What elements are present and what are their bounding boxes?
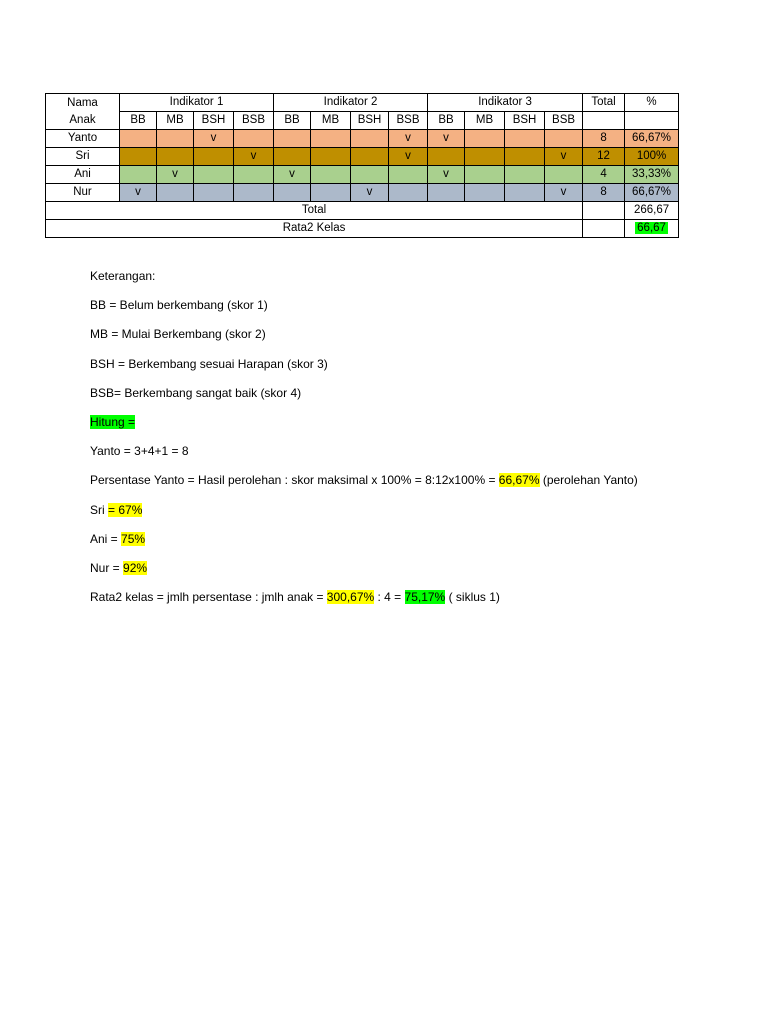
subheader-mb: MB: [465, 112, 505, 130]
subheader-bsb: BSB: [389, 112, 428, 130]
mark-cell: [545, 166, 583, 184]
subheader-bsh: BSH: [351, 112, 389, 130]
student-name: Sri: [46, 148, 120, 166]
average-label: Rata2 Kelas: [46, 220, 583, 238]
student-name: Yanto: [46, 130, 120, 148]
subheader-bsh: BSH: [194, 112, 234, 130]
mark-cell: [389, 166, 428, 184]
student-row: [46, 148, 679, 166]
mark-cell: [234, 184, 274, 202]
mark-cell: [120, 148, 157, 166]
student-row: [46, 130, 679, 148]
subheader-mb: MB: [311, 112, 351, 130]
student-name: Ani: [46, 166, 120, 184]
bsb-definition: BSB= Berkembang sangat baik (skor 4): [90, 385, 302, 400]
percentage-line: [90, 472, 730, 501]
average-mid: : 4 =: [374, 590, 405, 605]
subheader-bsb: BSB: [545, 112, 583, 130]
mark-cell: v: [157, 166, 194, 184]
mark-cell: [234, 130, 274, 148]
average-prefix: Rata2 kelas = jmlh persentase : jmlh anak =: [90, 590, 327, 605]
total-label: Total: [46, 202, 583, 220]
mark-cell: v: [234, 148, 274, 166]
total-row: [46, 202, 679, 220]
mark-cell: v: [545, 148, 583, 166]
mark-cell: v: [428, 166, 465, 184]
mark-cell: [428, 184, 465, 202]
subheader-bb: BB: [274, 112, 311, 130]
class-average-line: [90, 589, 730, 618]
total-value: 266,67: [625, 202, 679, 220]
sri-value: = 67%: [108, 502, 143, 517]
indikator-3-header: Indikator 3: [428, 94, 583, 112]
mark-cell: [274, 184, 311, 202]
mark-cell: [274, 130, 311, 148]
mark-cell: v: [428, 130, 465, 148]
average-value: 66,67: [637, 222, 666, 234]
student-percent: 33,33%: [625, 166, 679, 184]
ani-label: Ani =: [90, 531, 122, 546]
subheader-bsh: BSH: [505, 112, 545, 130]
student-total: 8: [583, 130, 625, 148]
indikator-1-header: Indikator 1: [120, 94, 274, 112]
mark-cell: [389, 184, 428, 202]
subheader-row: [46, 112, 679, 130]
subheader-bb: BB: [428, 112, 465, 130]
mark-cell: [157, 148, 194, 166]
yanto-calculation: Yanto = 3+4+1 = 8: [90, 444, 189, 459]
keterangan-heading: Keterangan:: [90, 269, 156, 283]
ani-value: 75%: [121, 531, 146, 546]
percentage-value: 66,67%: [498, 473, 540, 488]
mark-cell: v: [389, 130, 428, 148]
sri-label: Sri: [90, 502, 108, 517]
indikator-2-header: Indikator 2: [274, 94, 428, 112]
mark-cell: v: [351, 184, 389, 202]
mark-cell: [545, 130, 583, 148]
average-value-cell: [625, 220, 679, 238]
student-total: 12: [583, 148, 625, 166]
bb-definition: BB = Belum berkembang (skor 1): [90, 298, 268, 313]
mark-cell: [465, 166, 505, 184]
total-empty-cell: [583, 202, 625, 220]
student-percent: 100%: [625, 148, 679, 166]
mark-cell: [157, 130, 194, 148]
student-name: Nur: [46, 184, 120, 202]
ani-line: [90, 531, 730, 560]
student-percent: 66,67%: [625, 130, 679, 148]
subheader-mb: MB: [157, 112, 194, 130]
nama-label: Nama: [67, 96, 98, 109]
student-total: 8: [583, 184, 625, 202]
percent-column-header: %: [625, 94, 679, 112]
name-column-header: [46, 94, 120, 130]
nur-value: 92%: [123, 560, 148, 575]
student-row: [46, 184, 679, 202]
mark-cell: [351, 166, 389, 184]
subheader-bsb: BSB: [234, 112, 274, 130]
bsh-definition: BSH = Berkembang sesuai Harapan (skor 3): [90, 356, 328, 371]
notes-section: [90, 268, 730, 618]
mark-cell: [234, 166, 274, 184]
hitung-line: [90, 414, 730, 443]
student-percent: 66,67%: [625, 184, 679, 202]
mark-cell: [311, 130, 351, 148]
nur-line: [90, 560, 730, 589]
average-sum: 300,67%: [326, 590, 375, 605]
mark-cell: [505, 130, 545, 148]
mark-cell: [465, 148, 505, 166]
mark-cell: [505, 148, 545, 166]
hitung-label: Hitung =: [90, 414, 136, 429]
mb-definition: MB = Mulai Berkembang (skor 2): [90, 327, 266, 342]
anak-label: Anak: [69, 113, 96, 126]
header-row: [46, 94, 679, 112]
mark-cell: v: [274, 166, 311, 184]
mark-cell: v: [120, 184, 157, 202]
student-row: [46, 166, 679, 184]
sri-line: [90, 502, 730, 531]
average-result: 75,17%: [404, 590, 446, 605]
percent-subheader-empty: [625, 112, 679, 130]
total-column-header: Total: [583, 94, 625, 112]
mark-cell: [465, 130, 505, 148]
mark-cell: [120, 130, 157, 148]
nur-label: Nur =: [90, 560, 124, 575]
percentage-suffix: (perolehan Yanto): [539, 473, 638, 488]
subheader-bb: BB: [120, 112, 157, 130]
mark-cell: [505, 166, 545, 184]
mark-cell: v: [389, 148, 428, 166]
mark-cell: [311, 148, 351, 166]
total-subheader-empty: [583, 112, 625, 130]
mark-cell: [311, 184, 351, 202]
mark-cell: [428, 148, 465, 166]
mark-cell: [311, 166, 351, 184]
mark-cell: v: [545, 184, 583, 202]
mark-cell: [351, 130, 389, 148]
mark-cell: [465, 184, 505, 202]
mark-cell: [157, 184, 194, 202]
mark-cell: [194, 184, 234, 202]
mark-cell: [120, 166, 157, 184]
average-empty-cell: [583, 220, 625, 238]
mark-cell: [505, 184, 545, 202]
mark-cell: [351, 148, 389, 166]
percentage-prefix: Persentase Yanto = Hasil perolehan : skor maksimal x 100% = 8:12x100% =: [90, 473, 499, 488]
assessment-table: [45, 93, 679, 238]
average-row: [46, 220, 679, 238]
mark-cell: [194, 148, 234, 166]
mark-cell: [274, 148, 311, 166]
mark-cell: [194, 166, 234, 184]
average-suffix: ( siklus 1): [445, 590, 500, 605]
mark-cell: v: [194, 130, 234, 148]
student-total: 4: [583, 166, 625, 184]
